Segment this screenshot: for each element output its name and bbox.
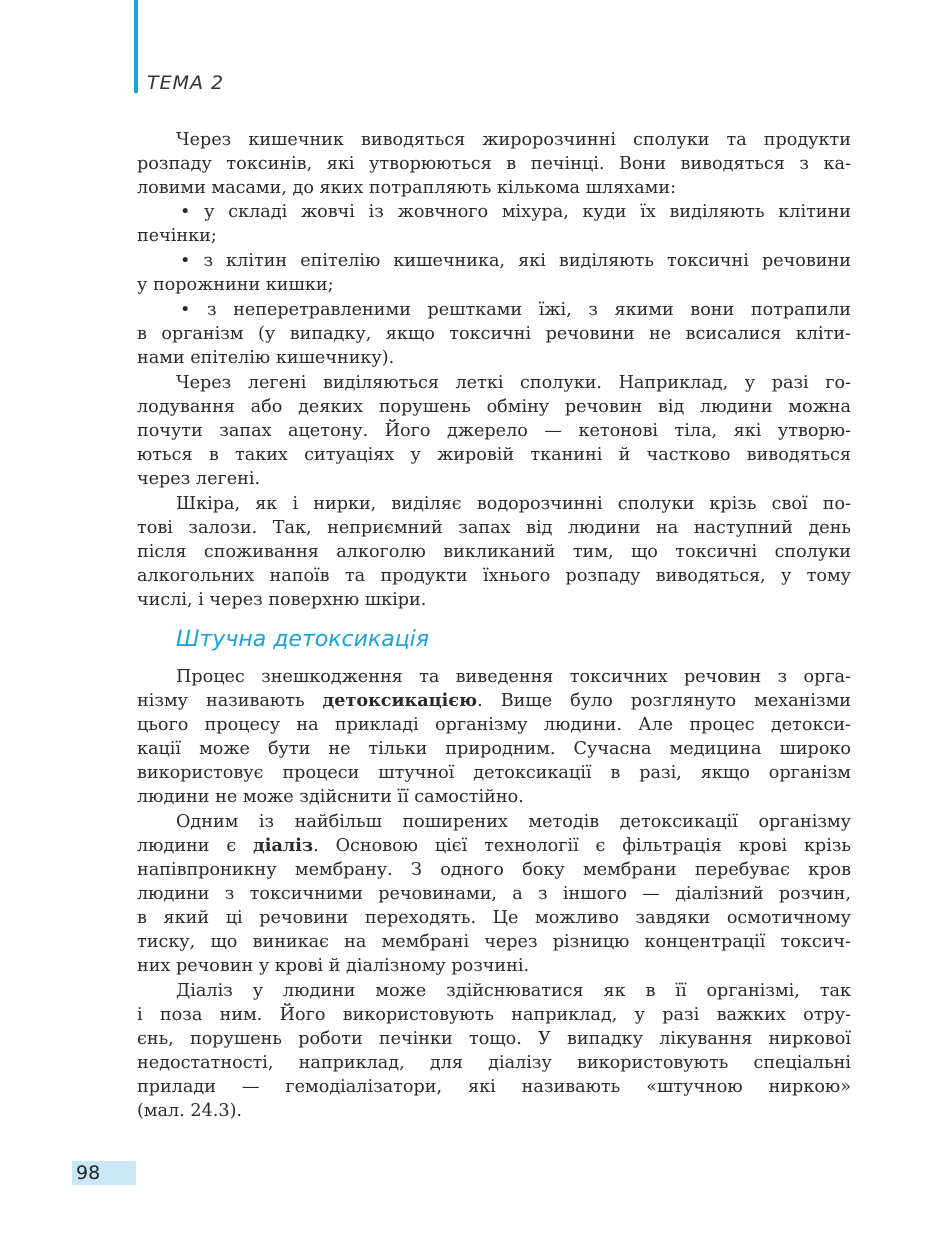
- bullet-line: • з неперетравленими рештками їжі, з якими вони потрапили: [180, 300, 851, 320]
- text-line: Через кишечник виводяться жиророзчинні сполуки та продукти: [176, 130, 851, 150]
- text-line: нами епітелію кишечнику).: [137, 348, 395, 368]
- text-line: і поза ним. Його використовують наприклад, у разі важких отру-: [137, 1005, 851, 1025]
- term-dialysis: діаліз: [253, 835, 314, 856]
- topic-label: ТЕМА 2: [147, 72, 225, 94]
- text-line: них речовин у крові й діалізному розчині.: [137, 956, 530, 976]
- text-line: в організм (у випадку, якщо токсичні речовини не всисалися кліти-: [137, 324, 851, 344]
- text-line: прилади — гемодіалізатори, які називають «штучною ниркою»: [137, 1077, 851, 1097]
- text-line: в який ці речовини переходять. Це можливо завдяки осмотичному: [137, 908, 851, 928]
- text-line: лодування або деяких порушень обміну речовин від людини можна: [137, 397, 851, 417]
- text-run: людини є: [137, 836, 254, 856]
- section-subheading: Штучна детоксикація: [176, 627, 430, 652]
- text-line: Шкіра, як і нирки, виділяє водорозчинні сполуки крізь свої по-: [176, 494, 851, 514]
- text-line: у порожнини кишки;: [137, 275, 334, 295]
- text-line: недостатності, наприклад, для діалізу використовують спеціальні: [137, 1053, 851, 1073]
- text-line: через легені.: [137, 469, 261, 489]
- text-run: . Основою цієї технології є фільтрація крові крізь: [313, 836, 851, 856]
- text-line: тові залози. Так, неприємний запах від людини на наступний день: [137, 518, 851, 538]
- text-run: . Вище було розглянуто механізми: [477, 691, 851, 711]
- text-line: використовує процеси штучної детоксикації в разі, якщо організм: [137, 763, 851, 783]
- text-line: розпаду токсинів, які утворюються в печінці. Вони виводяться з ка-: [137, 154, 851, 174]
- text-line: Процес знешкодження та виведення токсичних речовин з орга-: [176, 667, 851, 687]
- text-line: людини з токсичними речовинами, а з іншого — діалізний розчин,: [137, 884, 851, 904]
- text-line: тиску, що виникає на мембрані через різницю концентрації токсич-: [137, 932, 851, 952]
- text-line: кації може бути не тільки природним. Сучасна медицина широко: [137, 739, 851, 759]
- text-line: ловими масами, до яких потрапляють кількома шляхами:: [137, 178, 677, 198]
- text-run: нізму називають: [137, 691, 323, 711]
- bullet-line: • з клітин епітелію кишечника, які виділяють токсичні речовини: [180, 251, 851, 271]
- text-line: [137, 689, 851, 713]
- page-number: 98: [72, 1161, 136, 1185]
- text-line: ються в таких ситуаціях у жировій тканині й частково виводяться: [137, 445, 851, 465]
- text-line: напівпроникну мембрану. З одного боку мембрани перебуває кров: [137, 860, 851, 880]
- text-line: (мал. 24.3).: [137, 1101, 243, 1121]
- text-line: після споживання алкоголю викликаний тим, що токсичні сполуки: [137, 542, 851, 562]
- text-line: Через легені виділяються леткі сполуки. Наприклад, у разі го-: [176, 373, 851, 393]
- header-accent-rule: [134, 0, 138, 93]
- text-line: [137, 834, 851, 858]
- term-detoxication: детоксикацією: [322, 690, 478, 711]
- text-line: цього процесу на прикладі організму людини. Але процес детокси-: [137, 715, 851, 735]
- text-line: печінки;: [137, 226, 217, 246]
- text-line: єнь, порушень роботи печінки тощо. У випадку лікування ниркової: [137, 1029, 851, 1049]
- text-line: людини не може здійснити її самостійно.: [137, 787, 524, 807]
- bullet-line: • у складі жовчі із жовчного міхура, куди їх виділяють клітини: [180, 202, 851, 222]
- text-line: числі, і через поверхню шкіри.: [137, 590, 427, 610]
- text-line: алкогольних напоїв та продукти їхнього розпаду виводяться, у тому: [137, 566, 851, 586]
- text-line: почути запах ацетону. Його джерело — кетонові тіла, які утворю-: [137, 421, 851, 441]
- text-line: Діаліз у людини може здійснюватися як в її організмі, так: [176, 981, 851, 1001]
- text-line: Одним із найбільш поширених методів детоксикації організму: [176, 812, 851, 832]
